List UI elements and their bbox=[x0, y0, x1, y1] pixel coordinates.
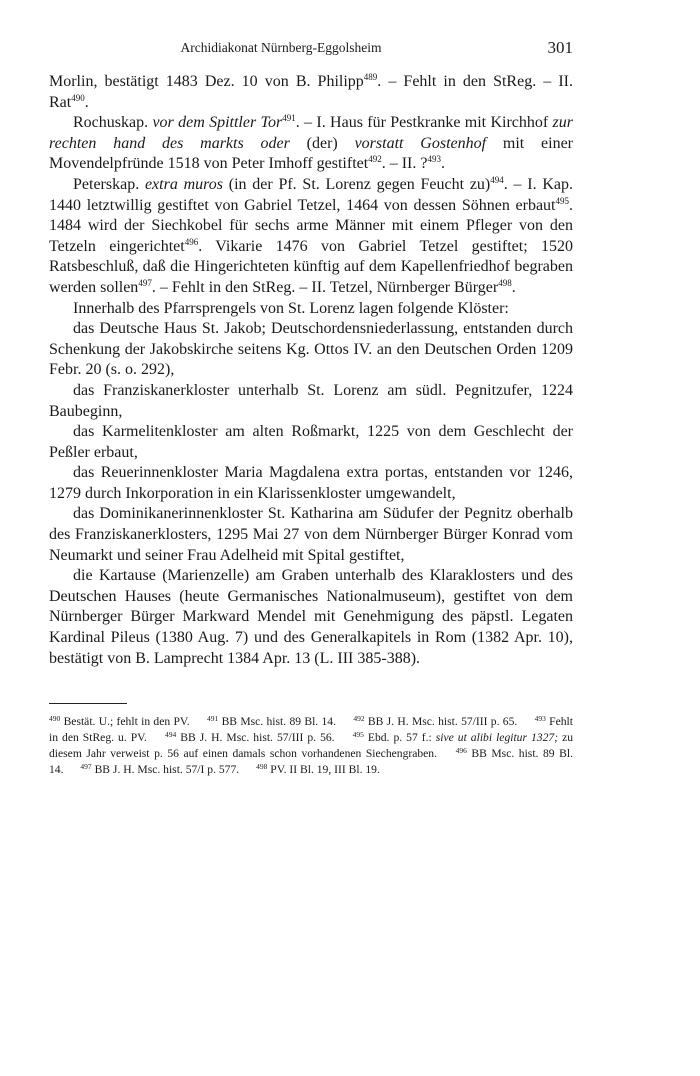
footnote-number: 498 bbox=[256, 761, 268, 771]
text-run: Bestät. U.; fehlt in den PV. bbox=[63, 715, 190, 729]
running-head: Archidiakonat Nürnberg-Eggolsheim bbox=[180, 40, 382, 55]
footnote-ref: 495 bbox=[555, 195, 569, 206]
text-run: . – I. Haus für Pestkranke mit Kirchhof bbox=[295, 114, 553, 132]
italic-text: vor dem Spittler Tor bbox=[152, 114, 283, 132]
text-run: . Vikarie 1476 von Gabriel Tetzel gestiftet; 1520 Ratsbeschluß, daß die Hingerichteten künftig auf dem Kapellenfriedhof begraben werden sollen bbox=[49, 237, 573, 296]
text-run: BB J. H. Msc. hist. 57/III p. 65. bbox=[367, 715, 518, 729]
footnote-ref: 496 bbox=[184, 236, 199, 247]
text-run: . – Fehlt in den StReg. – II. Rat bbox=[49, 73, 573, 111]
footnote-number: 496 bbox=[455, 745, 467, 755]
footnote bbox=[207, 715, 336, 728]
footnote-ref: 489 bbox=[363, 72, 378, 82]
footnote-number: 492 bbox=[353, 714, 365, 724]
paragraph bbox=[49, 381, 573, 422]
italic-text: zur rechten hand des markts oder bbox=[49, 114, 573, 152]
text-run: das Reuerinnenkloster Maria Magdalena extra portas, entstanden vor 1246, 1279 durch Inkorporation in ein Klarissenkloster umgewandelt, bbox=[49, 464, 573, 502]
footnote-number: 495 bbox=[352, 730, 364, 740]
text-run: . – Fehlt in den StReg. – II. Tetzel, Nürnberger Bürger bbox=[151, 278, 499, 296]
footnote bbox=[165, 731, 335, 744]
text-run: BB J. H. Msc. hist. 57/III p. 56. bbox=[180, 731, 335, 745]
text-run: zu diesem Jahr verweist p. 56 auf einen damals schon vorhandenen Siechengraben. bbox=[49, 731, 574, 760]
page bbox=[49, 38, 573, 777]
text-run: BB Msc. hist. 89 Bl. 14. bbox=[49, 746, 573, 776]
text-run: Fehlt in den StReg. u. PV. bbox=[49, 715, 573, 745]
footnote-ref: 493 bbox=[427, 154, 441, 165]
italic-text: vorstatt Gostenhof bbox=[354, 134, 487, 152]
text-run: Morlin, bestätigt 1483 Dez. 10 von B. Philipp bbox=[49, 73, 364, 90]
text-run: . 1484 wird der Siechkobel für sechs arme Männer mit einem Pfleger von den Tetzeln eingerichtet bbox=[49, 196, 573, 255]
footnote-ref: 491 bbox=[282, 113, 296, 124]
footnote bbox=[353, 715, 517, 728]
footnote-ref: 494 bbox=[490, 174, 504, 185]
main-text bbox=[49, 72, 573, 669]
footnote bbox=[256, 763, 380, 776]
text-run: . bbox=[84, 93, 89, 111]
text-run: . – II. ? bbox=[381, 155, 428, 173]
text-run: mit einer Movendelpfründe 1518 von Peter Imhoff gestiftet bbox=[49, 134, 574, 173]
text-run: Rochuskap. bbox=[73, 114, 153, 132]
paragraph bbox=[49, 319, 573, 381]
footnote-ref: 490 bbox=[71, 92, 85, 103]
text-run: das Franziskanerkloster unterhalb St. Lorenz am südl. Pegnitzufer, 1224 Baubeginn, bbox=[49, 381, 573, 420]
text-run: (der) bbox=[289, 134, 355, 152]
text-run: . – I. Kap. 1440 letztwillig gestiftet von Gabriel Tetzel, 1464 von dessen Söhnen erbaut bbox=[49, 175, 573, 214]
text-run: (in der Pf. St. Lorenz gegen Feucht zu) bbox=[223, 175, 491, 193]
text-run: Innerhalb des Pfarrsprengels von St. Lorenz lagen folgende Klöster: bbox=[73, 299, 509, 317]
footnotes bbox=[49, 714, 573, 777]
page-number: 301 bbox=[547, 38, 573, 57]
paragraph bbox=[49, 566, 573, 669]
footnote-number: 491 bbox=[207, 714, 219, 724]
footnote-number: 494 bbox=[164, 730, 177, 740]
paragraph bbox=[49, 422, 573, 463]
paragraph bbox=[49, 299, 573, 320]
page-header bbox=[49, 38, 573, 62]
text-run: . bbox=[440, 155, 445, 173]
paragraph bbox=[49, 504, 573, 566]
paragraph bbox=[49, 175, 573, 299]
text-run: BB J. H. Msc. hist. 57/I p. 577. bbox=[94, 762, 240, 776]
text-run: die Kartause (Marienzelle) am Graben unterhalb des Klaraklosters und des Deutschen Hauses (heute Germanisches Nationalmuseum), gestiftet von dem Nürnberger Bürger Markward Mendel mit Genehmigung des päpstl. Legaten Kardinal Pileus (1380 Aug. 7) und des Generalkapitels in Rom (1382 Apr. 10), bestätigt von B. Lamprecht 1384 Apr. 13 (L. III 385-388). bbox=[49, 567, 573, 667]
footnote bbox=[49, 715, 190, 728]
footnote-number: 497 bbox=[80, 761, 92, 771]
text-run: Peterskap. bbox=[73, 175, 145, 193]
text-run: das Karmelitenkloster am alten Roßmarkt, 1225 von dem Geschlecht der Peßler erbaut, bbox=[49, 423, 573, 461]
footnote-ref: 498 bbox=[498, 277, 512, 288]
footnote bbox=[80, 763, 239, 776]
footnote-number: 493 bbox=[534, 714, 546, 724]
text-run: das Dominikanerinnenkloster St. Katharina am Südufer der Pegnitz oberhalb des Franziskanerklosters, 1295 Mai 27 von dem Nürnberger Bürger Konrad vom Neumarkt und seiner Frau Adelheid mit Spital gestiftet, bbox=[49, 505, 573, 564]
paragraph bbox=[49, 113, 573, 175]
footnote-number: 490 bbox=[49, 714, 61, 724]
italic-text: extra muros bbox=[144, 175, 223, 193]
footnote-divider bbox=[49, 703, 127, 704]
text-run: PV. II Bl. 19, III Bl. 19. bbox=[270, 762, 380, 776]
text-run: BB Msc. hist. 89 Bl. 14. bbox=[221, 715, 337, 729]
italic-text: sive ut alibi legitur 1327; bbox=[435, 731, 559, 745]
paragraph bbox=[49, 463, 573, 504]
paragraph bbox=[49, 72, 573, 113]
text-run: Ebd. p. 57 f.: bbox=[367, 731, 436, 745]
text-run: das Deutsche Haus St. Jakob; Deutschordensniederlassung, entstanden durch Schenkung der Jakobskirche seitens Kg. Ottos IV. an den Deutschen Orden 1209 Febr. 20 (s. o. 292), bbox=[49, 320, 573, 379]
footnote-ref: 497 bbox=[138, 277, 152, 288]
text-run: . bbox=[511, 278, 516, 296]
footnote-ref: 492 bbox=[368, 154, 382, 165]
